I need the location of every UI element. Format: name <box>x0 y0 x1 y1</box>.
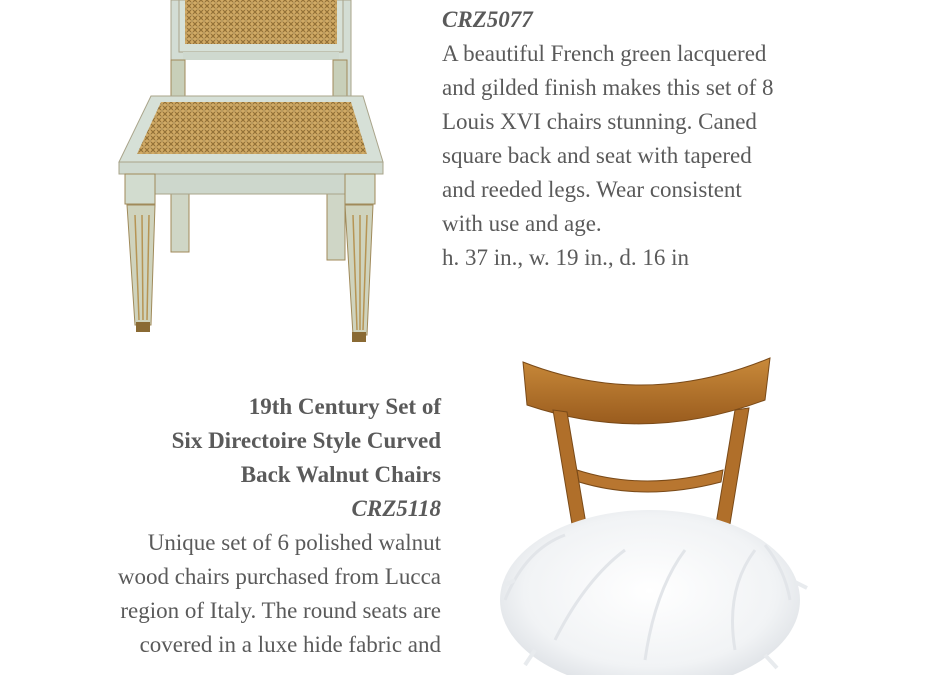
louis-xvi-chair-image <box>105 0 395 350</box>
product-1-description-line: with use and age. <box>442 211 602 236</box>
product-2-description-line: covered in a luxe hide fabric and <box>139 632 441 657</box>
product-1-description-line: and gilded finish makes this set of 8 <box>442 75 774 100</box>
walnut-chair-drawing <box>495 350 810 675</box>
product-1-description-line: A beautiful French green lacquered <box>442 41 767 66</box>
product-2-title-line: Back Walnut Chairs <box>240 462 441 487</box>
product-1-sku: CRZ5077 <box>442 7 533 32</box>
product-2-details <box>1 390 441 662</box>
product-2-title-line: 19th Century Set of <box>248 394 441 419</box>
product-1-dimensions: h. 37 in., w. 19 in., d. 16 in <box>442 245 690 270</box>
product-1-description-line: Louis XVI chairs stunning. Caned <box>442 109 757 134</box>
product-2-description-line: Unique set of 6 polished walnut <box>147 530 441 555</box>
louis-xvi-chair-drawing <box>105 0 395 350</box>
product-2-sku: CRZ5118 <box>351 496 441 521</box>
product-1-description-line: square back and seat with tapered <box>442 143 752 168</box>
product-1-description-line: and reeded legs. Wear consistent <box>442 177 742 202</box>
product-2-title-line: Six Directoire Style Curved <box>171 428 441 453</box>
product-1-details <box>442 3 862 275</box>
walnut-chair-image <box>495 350 810 675</box>
product-2-description-line: wood chairs purchased from Lucca <box>117 564 441 589</box>
product-2-description-line: region of Italy. The round seats are <box>120 598 441 623</box>
